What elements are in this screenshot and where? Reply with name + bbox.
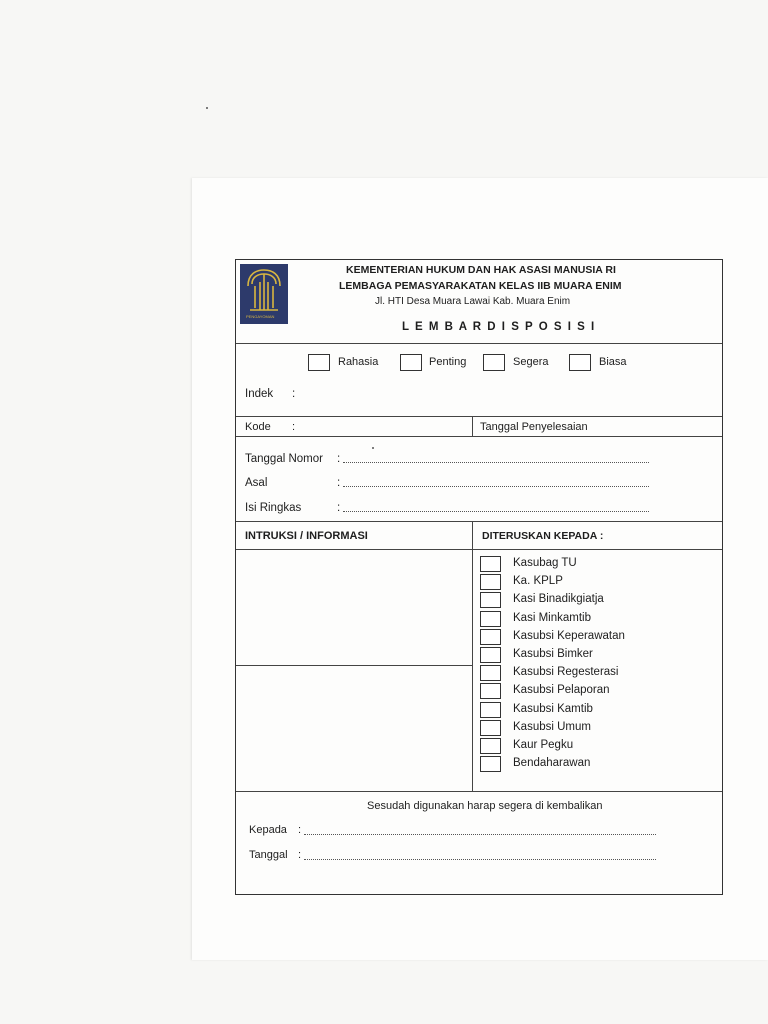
recipient-label: Kasubsi Kamtib xyxy=(513,702,593,715)
recipient-label: Ka. KPLP xyxy=(513,575,563,588)
divider xyxy=(236,665,472,666)
divider xyxy=(472,521,473,791)
recipient-item[interactable] xyxy=(480,738,720,756)
asal-colon: : xyxy=(337,477,341,489)
checkbox-rahasia[interactable] xyxy=(308,354,330,371)
recipient-label: Kasubsi Umum xyxy=(513,720,591,733)
recipient-item[interactable] xyxy=(480,720,720,738)
recipient-checkbox[interactable] xyxy=(480,592,501,608)
divider xyxy=(236,416,722,417)
recipient-item[interactable] xyxy=(480,756,720,774)
paper-speck xyxy=(206,107,208,109)
kepada-colon: : xyxy=(298,824,302,836)
institution-name: LEMBAGA PEMASYARAKATAN KELAS IIB MUARA ENIM xyxy=(339,280,622,292)
kode-colon: : xyxy=(292,421,296,433)
recipient-checkbox[interactable] xyxy=(480,665,501,681)
checkbox-biasa[interactable] xyxy=(569,354,591,371)
recipient-item[interactable] xyxy=(480,683,720,701)
ministry-name: KEMENTERIAN HUKUM DAN HAK ASASI MANUSIA RI xyxy=(346,264,616,276)
label-rahasia: Rahasia xyxy=(338,356,379,368)
recipient-list xyxy=(480,556,720,786)
asal-label: Asal xyxy=(245,477,268,489)
indek-label: Indek xyxy=(245,388,274,400)
institution-address: Jl. HTI Desa Muara Lawai Kab. Muara Enim xyxy=(375,296,571,307)
recipient-item[interactable] xyxy=(480,611,720,629)
recipient-label: Kasi Binadikgiatja xyxy=(513,593,604,606)
kode-label: Kode xyxy=(245,421,271,433)
isi-ringkas-colon: : xyxy=(337,502,341,514)
recipient-label: Kasubsi Pelaporan xyxy=(513,684,610,697)
recipient-checkbox[interactable] xyxy=(480,556,501,572)
form-title: L E M B A R D I S P O S I S I xyxy=(402,321,596,333)
diteruskan-header: DITERUSKAN KEPADA : xyxy=(482,530,604,542)
label-biasa: Biasa xyxy=(599,356,627,368)
isi-ringkas-label: Isi Ringkas xyxy=(245,502,302,514)
instruksi-area-2[interactable] xyxy=(238,667,470,789)
instruksi-area-1[interactable] xyxy=(238,551,470,663)
isi-ringkas-line[interactable] xyxy=(343,511,649,512)
tanggal-nomor-colon: : xyxy=(337,453,341,465)
label-penting: Penting xyxy=(429,356,467,368)
tanggal-label: Tanggal xyxy=(249,849,288,861)
tanggal-nomor-line[interactable] xyxy=(343,462,649,463)
tanggal-colon: : xyxy=(298,849,302,861)
indek-colon: : xyxy=(292,388,296,400)
recipient-checkbox[interactable] xyxy=(480,720,501,736)
divider xyxy=(236,343,722,344)
recipient-checkbox[interactable] xyxy=(480,629,501,645)
recipient-label: Bendaharawan xyxy=(513,757,591,770)
instruksi-header: INTRUKSI / INFORMASI xyxy=(245,530,368,542)
tanggal-line[interactable] xyxy=(304,859,656,860)
recipient-label: Kasubsi Keperawatan xyxy=(513,629,625,642)
recipient-checkbox[interactable] xyxy=(480,738,501,754)
return-note: Sesudah digunakan harap segera di kembalikan xyxy=(367,800,603,812)
recipient-checkbox[interactable] xyxy=(480,574,501,590)
tanggal-penyelesaian-label: Tanggal Penyelesaian xyxy=(480,421,588,433)
recipient-label: Kasubag TU xyxy=(513,557,577,569)
divider xyxy=(236,436,722,437)
kepada-line[interactable] xyxy=(304,834,656,835)
disposition-form xyxy=(235,259,723,895)
divider xyxy=(472,416,473,436)
recipient-item[interactable] xyxy=(480,574,720,592)
divider xyxy=(236,549,722,550)
recipient-item[interactable] xyxy=(480,665,720,683)
recipient-item[interactable] xyxy=(480,702,720,720)
kepada-label: Kepada xyxy=(249,824,287,836)
recipient-item[interactable] xyxy=(480,556,720,574)
checkbox-segera[interactable] xyxy=(483,354,505,371)
recipient-label: Kasi Minkamtib xyxy=(513,611,591,624)
ministry-logo xyxy=(240,264,288,324)
recipient-checkbox[interactable] xyxy=(480,756,501,772)
recipient-checkbox[interactable] xyxy=(480,683,501,699)
recipient-label: Kasubsi Regesterasi xyxy=(513,666,619,679)
recipient-item[interactable] xyxy=(480,629,720,647)
recipient-item[interactable] xyxy=(480,592,720,610)
recipient-item[interactable] xyxy=(480,647,720,665)
recipient-label: Kasubsi Bimker xyxy=(513,648,593,660)
divider xyxy=(236,791,722,792)
logo-caption: PENGAYOMAN xyxy=(246,314,275,319)
label-segera: Segera xyxy=(513,356,549,368)
checkbox-penting[interactable] xyxy=(400,354,422,371)
recipient-checkbox[interactable] xyxy=(480,702,501,718)
recipient-checkbox[interactable] xyxy=(480,647,501,663)
asal-line[interactable] xyxy=(343,486,649,487)
divider xyxy=(236,521,722,522)
paper-speck xyxy=(372,447,374,449)
recipient-label: Kaur Pegku xyxy=(513,739,574,751)
tanggal-nomor-label: Tanggal Nomor xyxy=(245,453,323,465)
recipient-checkbox[interactable] xyxy=(480,611,501,627)
